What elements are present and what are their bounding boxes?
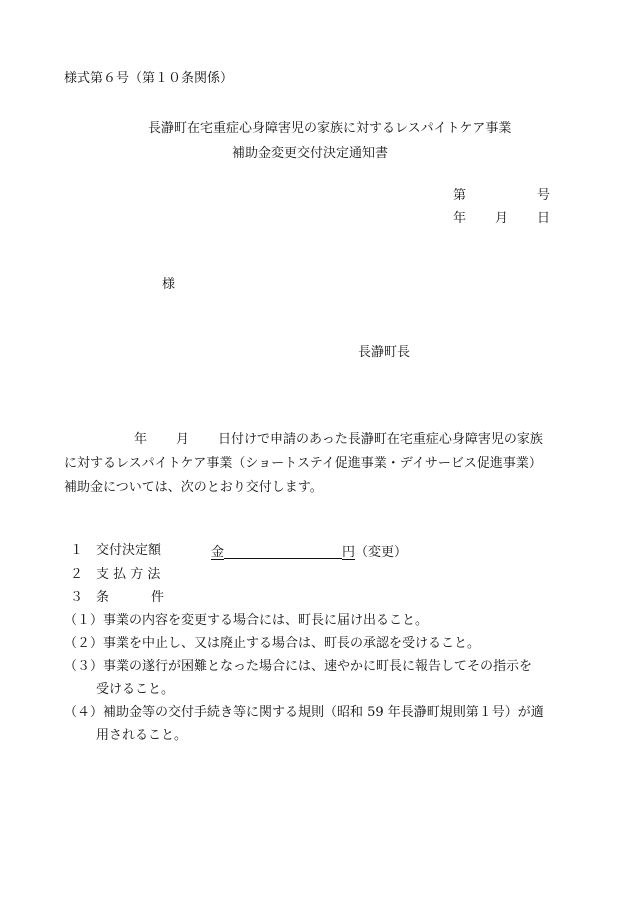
item-3-number: ３ (70, 590, 84, 605)
doc-no-suffix: 号 (537, 188, 551, 203)
body-line-2: に対するレスパイトケア事業（ショートステイ促進事業・デイサービス促進事業） (64, 456, 542, 471)
addressee-suffix: 様 (162, 277, 176, 292)
body-line-3: 補助金については、次のとおり交付します。 (64, 480, 323, 495)
title-line-2: 補助金変更交付決定通知書 (232, 146, 389, 161)
condition-4-line-1: （４）補助金等の交付手続き等に関する規則（昭和 59 年長瀞町規則第１号）が適 (64, 705, 544, 720)
amount-kin: 金 (211, 545, 225, 560)
item-3-label-a: 条 (96, 590, 110, 605)
condition-2: （２）事業を中止し、又は廃止する場合は、町長の承認を受けること。 (64, 636, 481, 651)
issuer: 長瀞町長 (358, 345, 411, 360)
title-line-1: 長瀞町在宅重症心身障害児の家族に対するレスパイトケア事業 (148, 121, 512, 136)
body-month: 月 (176, 432, 190, 447)
amount-yen: 円 (342, 545, 356, 560)
amount-line (211, 544, 407, 559)
item-1-label: 交付決定額 (96, 543, 162, 558)
amount-blank (224, 544, 342, 559)
date-day: 日 (537, 211, 551, 226)
doc-no-prefix: 第 (453, 188, 467, 203)
item-3-label-b: 件 (151, 590, 165, 605)
body-year: 年 (134, 432, 148, 447)
form-number: 様式第６号（第１０条関係） (64, 71, 234, 86)
date-year: 年 (453, 211, 467, 226)
date-month: 月 (495, 211, 509, 226)
item-1-number: １ (70, 543, 84, 558)
condition-1: （１）事業の内容を変更する場合には、町長に届け出ること。 (64, 613, 429, 628)
body-line-1: 日付けで申請のあった長瀞町在宅重症心身障害児の家族 (218, 432, 543, 447)
item-2-number: ２ (70, 567, 84, 582)
condition-4-line-2: 用されること。 (96, 728, 188, 743)
condition-3-line-2: 受けること。 (96, 682, 175, 697)
amount-note: （変更） (355, 545, 408, 560)
condition-3-line-1: （３）事業の遂行が困難となった場合には、速やかに町長に報告してその指示を (64, 659, 533, 674)
item-2-label: 支 払 方 法 (96, 567, 161, 582)
